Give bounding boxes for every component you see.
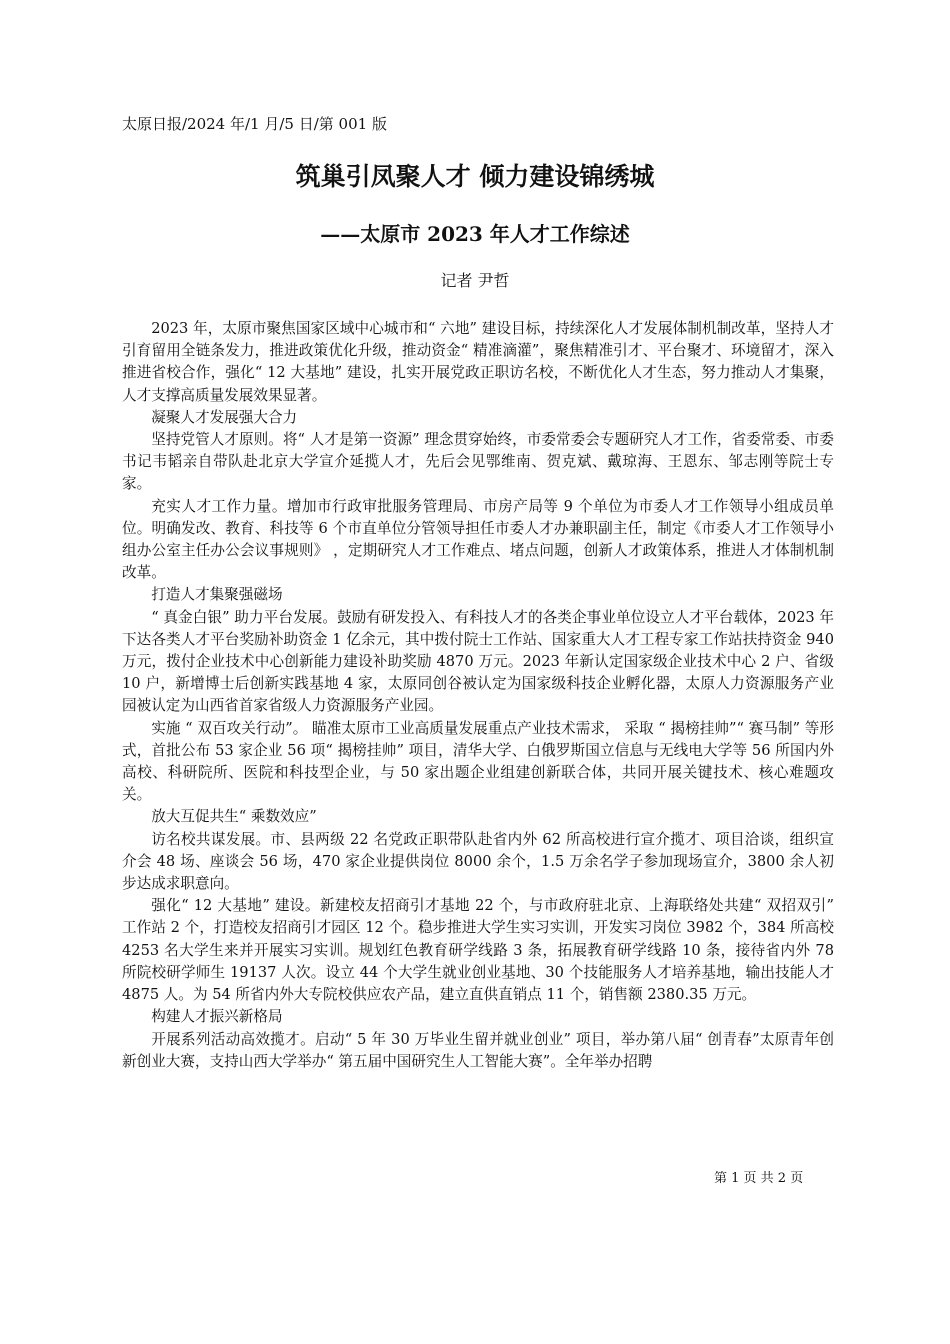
paragraph: 充实人才工作力量。增加市行政审批服务管理局、市房产局等 9 个单位为市委人才工作领导小组成员单位。明确发改、教育、科技等 6 个市直单位分管领导担任市委人才办兼职副主任，制定《市委人才工作领导小组办公室主任办公会议事规则》 ，定期研究人才工作难点、堵点问题，创新人才政策体系，推进人才体制机制改革。: [122, 497, 834, 582]
paragraph: 强化“ 12 大基地” 建设。新建校友招商引才基地 22 个，与市政府驻北京、上海联络处共建“ 双招双引” 工作站 2 个，打造校友招商引才园区 12 个。稳步推进大学生实习实训，开发实习岗位 3982 个，384 所高校 4253 名大学生来并开展实习实训。规划红色教育研学线路 3 条，拓展教育研学线路 10 条，接待省内外 78 所院校研学师生 19137 人次。设立 44 个大学生就业创业基地、30 个技能服务人才培养基地，输出技能人才 4875 人。为 54 所省内外大专院校供应农产品，建立直供直销点 11 个，销售额 2380.35 万元。: [122, 897, 834, 1004]
paragraph: 访名校共谋发展。市、县两级 22 名党政正职带队赴省内外 62 所高校进行宣介揽才、项目洽谈，组织宣介会 48 场、座谈会 56 场，470 家企业提供岗位 8000 余个，1.5 万余名学子参加现场宣介，3800 余人初步达成求职意向。: [122, 830, 834, 893]
section-heading: 打造人才集聚强磁场: [151, 586, 283, 604]
article-author: 记者 尹哲: [440, 271, 510, 290]
paragraph: “ 真金白银” 助力平台发展。鼓励有研发投入、有科技人才的各类企事业单位设立人才平台载体，2023 年下达各类人才平台奖励补助资金 1 亿余元，其中拨付院士工作站、国家重大人才工程专家工作站扶持资金 940 万元，拨付企业技术中心创新能力建设补助奖励 4870 万元。2023 年新认定国家级企业技术中心 2 户、省级 10 户，新增博士后创新实践基地 4 家，太原同创谷被认定为国家级科技企业孵化器，太原人力资源服务产业园被认定为山西省首家省级人力资源服务产业园。: [122, 608, 834, 715]
publication-source: 太原日报/2024 年/1 月/5 日/第 001 版: [122, 115, 387, 133]
section-heading: 凝聚人才发展强大合力: [151, 408, 298, 426]
paragraph: 开展系列活动高效揽才。启动“ 5 年 30 万毕业生留并就业创业” 项目，举办第八届“ 创青春”太原青年创新创业大赛，支持山西大学举办“ 第五届中国研究生人工智能大赛”。全年举办招聘: [122, 1030, 834, 1070]
article-title: 筑巢引凤聚人才 倾力建设锦绣城: [295, 162, 655, 191]
section-heading: 放大互促共生“ 乘数效应”: [151, 808, 317, 826]
section-heading: 构建人才振兴新格局: [151, 1008, 283, 1026]
article-body: [122, 318, 834, 1073]
paragraph: 实施 “ 双百攻关行动”。 瞄准太原市工业高质量发展重点产业技术需求， 采取 “ 揭榜挂帅”“ 赛马制” 等形式，首批公布 53 家企业 56 项“ 揭榜挂帅” 项目，清华大学、白俄罗斯国立信息与无线电大学等 56 所国内外高校、科研院所、医院和科技型企业，与 50 家出题企业组建创新联合体，共同开展关键技术、核心难题攻关。: [122, 719, 834, 804]
page-number: 第 1 页 共 2 页: [714, 1171, 804, 1186]
paragraph: 2023 年，太原市聚焦国家区域中心城市和“ 六地” 建设目标，持续深化人才发展体制机制改革，坚持人才引育留用全链条发力，推进政策优化升级，推动资金“ 精准滴灌”，聚焦精准引才、平台聚才、环境留才，深入推进省校合作，强化“ 12 大基地” 建设，扎实开展党政正职访名校，不断优化人才生态，努力推动人才集聚，人才支撑高质量发展效果显著。: [122, 320, 834, 404]
paragraph: 坚持党管人才原则。将“ 人才是第一资源” 理念贯穿始终，市委常委会专题研究人才工作，省委常委、市委书记韦韬亲自带队赴北京大学宣介延揽人才，先后会见鄂维南、贺克斌、戴琼海、王恩东、邹志刚等院士专家。: [122, 431, 834, 493]
article-subtitle: ——太原市 2023 年人才工作综述: [320, 222, 630, 246]
